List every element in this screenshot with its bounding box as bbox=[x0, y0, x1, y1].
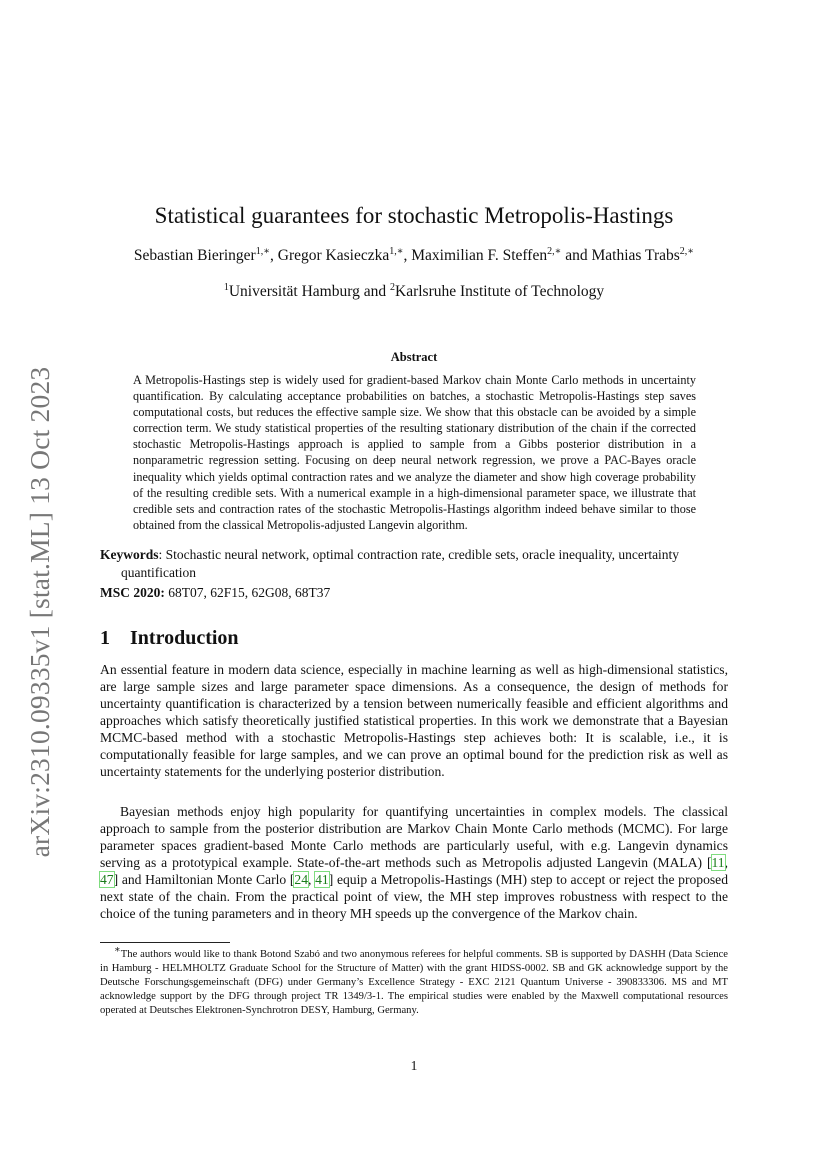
msc-classification bbox=[100, 584, 728, 602]
citation-separator: , bbox=[724, 855, 728, 870]
arxiv-identifier: arXiv:2310.09335v1 [stat.ML] 13 Oct 2023 bbox=[24, 366, 55, 858]
author-separator: , bbox=[403, 247, 412, 264]
msc-codes: 68T07, 62F15, 62G08, 68T37 bbox=[164, 585, 331, 600]
affiliation-list bbox=[100, 281, 728, 303]
citation-separator: , bbox=[308, 872, 316, 887]
author-affiliation-mark: 1,∗ bbox=[389, 245, 404, 257]
author-affiliation-mark: 2,∗ bbox=[547, 245, 562, 257]
paragraph-text: Bayesian methods enjoy high popularity for quantifying uncertainties in complex models. The classical approach to sample from the posterior distribution are Markov Chain Monte Carlo methods (MCMC). For large parameter spaces gradient-based Monte Carlo methods are particularly useful, with e.g. Langevin dynamics serving as a prototypical example. State-of-the-art methods such as Metropolis adjusted Langevin (MALA) [ bbox=[100, 804, 728, 870]
footnote-text: The authors would like to thank Botond Szabó and two anonymous referees for helpful comments. SB is supported by DASHH (Data Science in Hamburg - HELMHOLTZ Graduate School for the Structure of Matter) with the grant HIDSS-0002. SB and GK acknowledge support by the Deutsche Forschungsgemeinschaft (DFG) under Germany’s Excellence Strategy - EXC 2121 Quantum Universe - 390833306. MS and MT acknowledge support by the DFG through project TR 1349/3-1. The empirical studies were enabled by the Maxwell computational resources operated at Deutsches Elektronen-Synchrotron DESY, Hamburg, Germany. bbox=[100, 949, 728, 1017]
author-affiliation-mark: 1,∗ bbox=[255, 245, 271, 257]
keywords bbox=[100, 546, 728, 582]
author-name: Maximilian F. Steffen bbox=[411, 247, 548, 264]
affiliation-mark: 2 bbox=[390, 281, 396, 293]
intro-paragraph-1: An essential feature in modern data science, especially in machine learning as well as high-dimensional statistics, are large sample sizes and large parameter space dimensions. As a consequence, the design of methods for uncertainty quantification is characterized by a tension between numerically feasible and efficient algorithms and approaches which satisfy theoretically justified statistical properties. In this work we demonstrate that a Bayesian MCMC-based method with a stochastic Metropolis-Hastings step achieves both: It is scalable, i.e., it is computationally feasible for large samples, and we can prove an optimal bound for the prediction risk as well as uncertainty statements for the underlying posterior distribution. bbox=[100, 662, 728, 779]
affiliation-name: Karlsruhe Institute of Technology bbox=[395, 283, 605, 300]
abstract-text: A Metropolis-Hastings step is widely used for gradient-based Markov chain Monte Carlo methods in uncertainty quantification. By calculating acceptance probabilities on batches, a stochastic Metropolis-Hastings step saves computational costs, but reduces the effective sample size. We show that this obstacle can be avoided by a simple correction term. We study statistical properties of the resulting stationary distribution of the chain if the corrected stochastic Metropolis-Hastings approach is applied to sample from a Gibbs posterior distribution in a nonparametric regression setting. Focusing on deep neural network regression, we prove a PAC-Bayes oracle inequality which yields optimal contraction rates and we analyze the diameter and show high coverage probability of the resulting credible sets. With a numerical example in a high-dimensional parameter space, we illustrate that credible sets and contraction rates of the stochastic Metropolis-Hastings algorithm indeed behave similar to those obtained from the classical Metropolis-adjusted Langevin algorithm. bbox=[133, 373, 696, 532]
citation-link[interactable]: 47 bbox=[100, 872, 114, 887]
citation-link[interactable]: 24 bbox=[294, 872, 309, 887]
section-title: Introduction bbox=[130, 627, 239, 649]
keywords-text: : Stochastic neural network, optimal contraction rate, credible sets, oracle inequality, uncertainty quantification bbox=[121, 547, 680, 580]
paper-title: Statistical guarantees for stochastic Metropolis-Hastings bbox=[154, 203, 674, 228]
paragraph-text: ] and Hamiltonian Monte Carlo [ bbox=[113, 872, 295, 887]
author-list bbox=[94, 245, 734, 267]
author-name: Gregor Kasieczka bbox=[277, 247, 390, 264]
msc-label: MSC 2020: bbox=[100, 585, 165, 600]
author-separator: and bbox=[561, 247, 592, 264]
footnote-mark: ∗ bbox=[114, 944, 121, 956]
affiliation-mark: 1 bbox=[223, 281, 229, 293]
paragraph-text: ] equip a Metropolis-Hastings (MH) step to accept or reject the proposed next state of the chain. From the practical point of view, the MH step improves robustness with respect to the choice of the tuning parameters and in theory MH speeds up the convergence of the Markov chain. bbox=[100, 872, 729, 921]
affiliation-name: Universität Hamburg bbox=[228, 283, 360, 300]
page-number: 1 bbox=[410, 1058, 418, 1073]
citation-link[interactable]: 11 bbox=[711, 855, 725, 870]
keywords-label: Keywords bbox=[100, 547, 159, 562]
intro-paragraph-2 bbox=[100, 803, 728, 922]
arxiv-sidebar bbox=[22, 352, 58, 872]
section-heading bbox=[100, 624, 728, 652]
author-name: Sebastian Bieringer bbox=[133, 247, 256, 264]
footnote-divider bbox=[100, 942, 230, 943]
section-number: 1 bbox=[100, 627, 110, 649]
abstract-heading: Abstract bbox=[390, 350, 438, 364]
author-affiliation-mark: 2,∗ bbox=[679, 245, 695, 257]
author-separator: , bbox=[270, 247, 278, 264]
footnote bbox=[100, 944, 728, 1018]
affiliation-separator: and bbox=[359, 283, 391, 300]
citation-link[interactable]: 41 bbox=[315, 872, 329, 887]
author-name: Mathias Trabs bbox=[591, 247, 680, 264]
